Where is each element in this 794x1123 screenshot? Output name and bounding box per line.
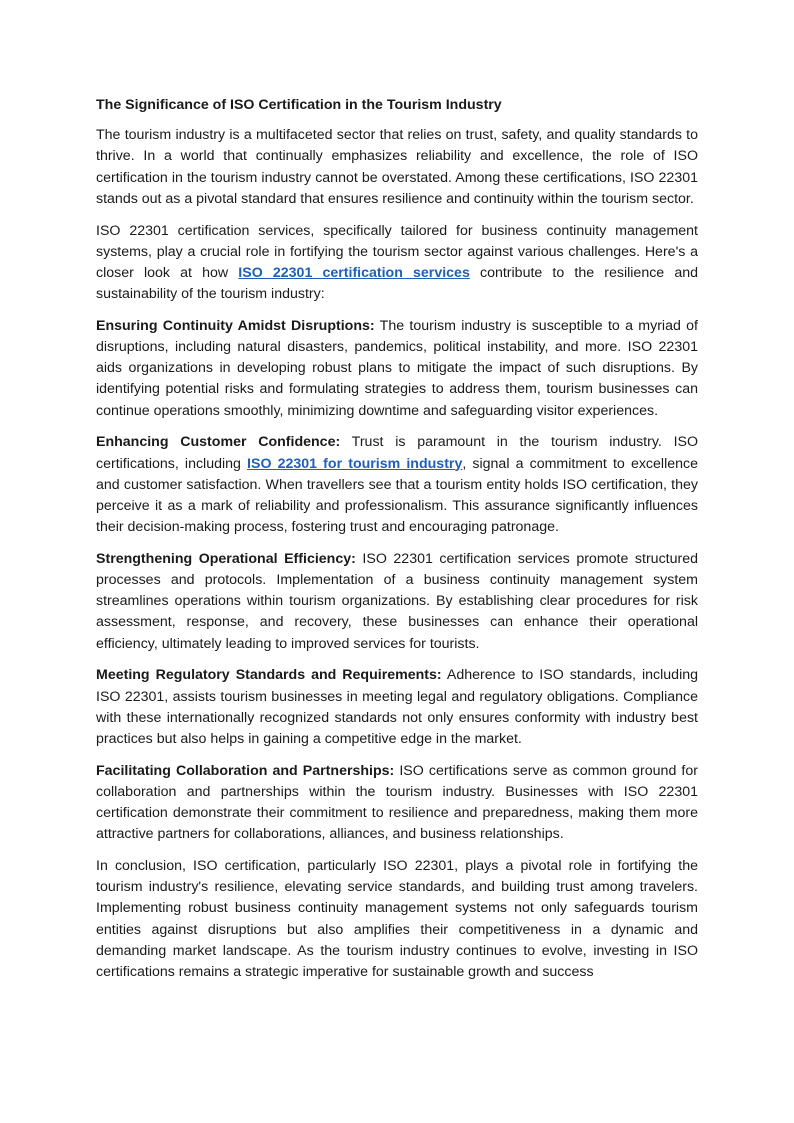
section-efficiency-heading: Strengthening Operational Efficiency: [96, 550, 356, 567]
services-text-after-link: contribute to the resilience and sustainability of the tourism industry: [96, 264, 699, 303]
section-continuity [96, 316, 698, 422]
document-page [96, 95, 698, 994]
iso-22301-for-tourism-industry-link[interactable]: ISO 22301 for tourism industry [247, 455, 463, 472]
section-confidence [96, 432, 698, 538]
section-efficiency [96, 549, 698, 655]
services-text-before-link: ISO 22301 certification services, specifically tailored for business continuity management systems, play a crucial role in fortifying the tourism sector against various challenges. Here's a closer look at how [96, 222, 698, 281]
conclusion-paragraph: In conclusion, ISO certification, particularly ISO 22301, plays a pivotal role in fortifying the tourism industry's resilience, elevating service standards, and building trust among travelers. Implementing robust business continuity management systems not only safeguards tourism entities against disruptions but also amplifies their competitiveness in a dynamic and demanding market landscape. As the tourism industry continues to evolve, investing in ISO certifications remains a strategic imperative for sustainable growth and success [96, 858, 698, 981]
section-continuity-text: The tourism industry is susceptible to a myriad of disruptions, including natural disasters, pandemics, political instability, and more. ISO 22301 aids organizations in developing robust plans to mitigate the impact of such disruptions. By identifying potential risks and formulating strategies to address them, tourism businesses can continue operations smoothly, minimizing downtime and safeguarding visitor experiences. [96, 317, 698, 419]
section-confidence-text-before-link: Trust is paramount in the tourism industry. ISO certifications, including [96, 434, 699, 472]
section-collaboration [96, 761, 698, 846]
iso-22301-certification-services-link[interactable]: ISO 22301 certification services [238, 264, 470, 281]
section-regulatory-heading: Meeting Regulatory Standards and Requirements: [96, 667, 442, 684]
services-paragraph [96, 221, 698, 306]
section-efficiency-text: ISO 22301 certification services promote structured processes and protocols. Implementation of a business continuity management system streamlines operations within tourism organizations. By establishing clear procedures for risk assessment, response, and recovery, these businesses can enhance their operational efficiency, ultimately leading to improved services for tourists. [96, 550, 698, 652]
section-confidence-heading: Enhancing Customer Confidence: [96, 434, 341, 451]
intro-paragraph: The tourism industry is a multifaceted sector that relies on trust, safety, and quality standards to thrive. In a world that continually emphasizes reliability and excellence, the role of ISO certification in the tourism industry cannot be overstated. Among these certifications, ISO 22301 stands out as a pivotal standard that ensures resilience and continuity within the tourism sector. [96, 127, 698, 207]
section-collaboration-text: ISO certifications serve as common ground for collaboration and partnerships within the tourism industry. Businesses with ISO 22301 certification demonstrate their commitment to resilience and preparedness, making them more attractive partners for collaborations, alliances, and business relationships. [96, 762, 698, 843]
document-title: The Significance of ISO Certification in the Tourism Industry [96, 97, 502, 113]
section-collaboration-heading: Facilitating Collaboration and Partnerships: [96, 762, 395, 779]
section-continuity-heading: Ensuring Continuity Amidst Disruptions: [96, 317, 375, 334]
section-regulatory-text: Adherence to ISO standards, including ISO 22301, assists tourism businesses in meeting legal and regulatory obligations. Compliance with these internationally recognized standards not only ensures conformity with industry best practices but also helps in gaining a competitive edge in the market. [96, 667, 698, 747]
section-confidence-text-after-link: , signal a commitment to excellence and customer satisfaction. When travellers see that a tourism entity holds ISO certification, they perceive it as a mark of reliability and professionalism. This assurance significantly influences their decision-making process, fostering trust and encouraging patronage. [96, 455, 698, 536]
section-regulatory [96, 665, 698, 750]
